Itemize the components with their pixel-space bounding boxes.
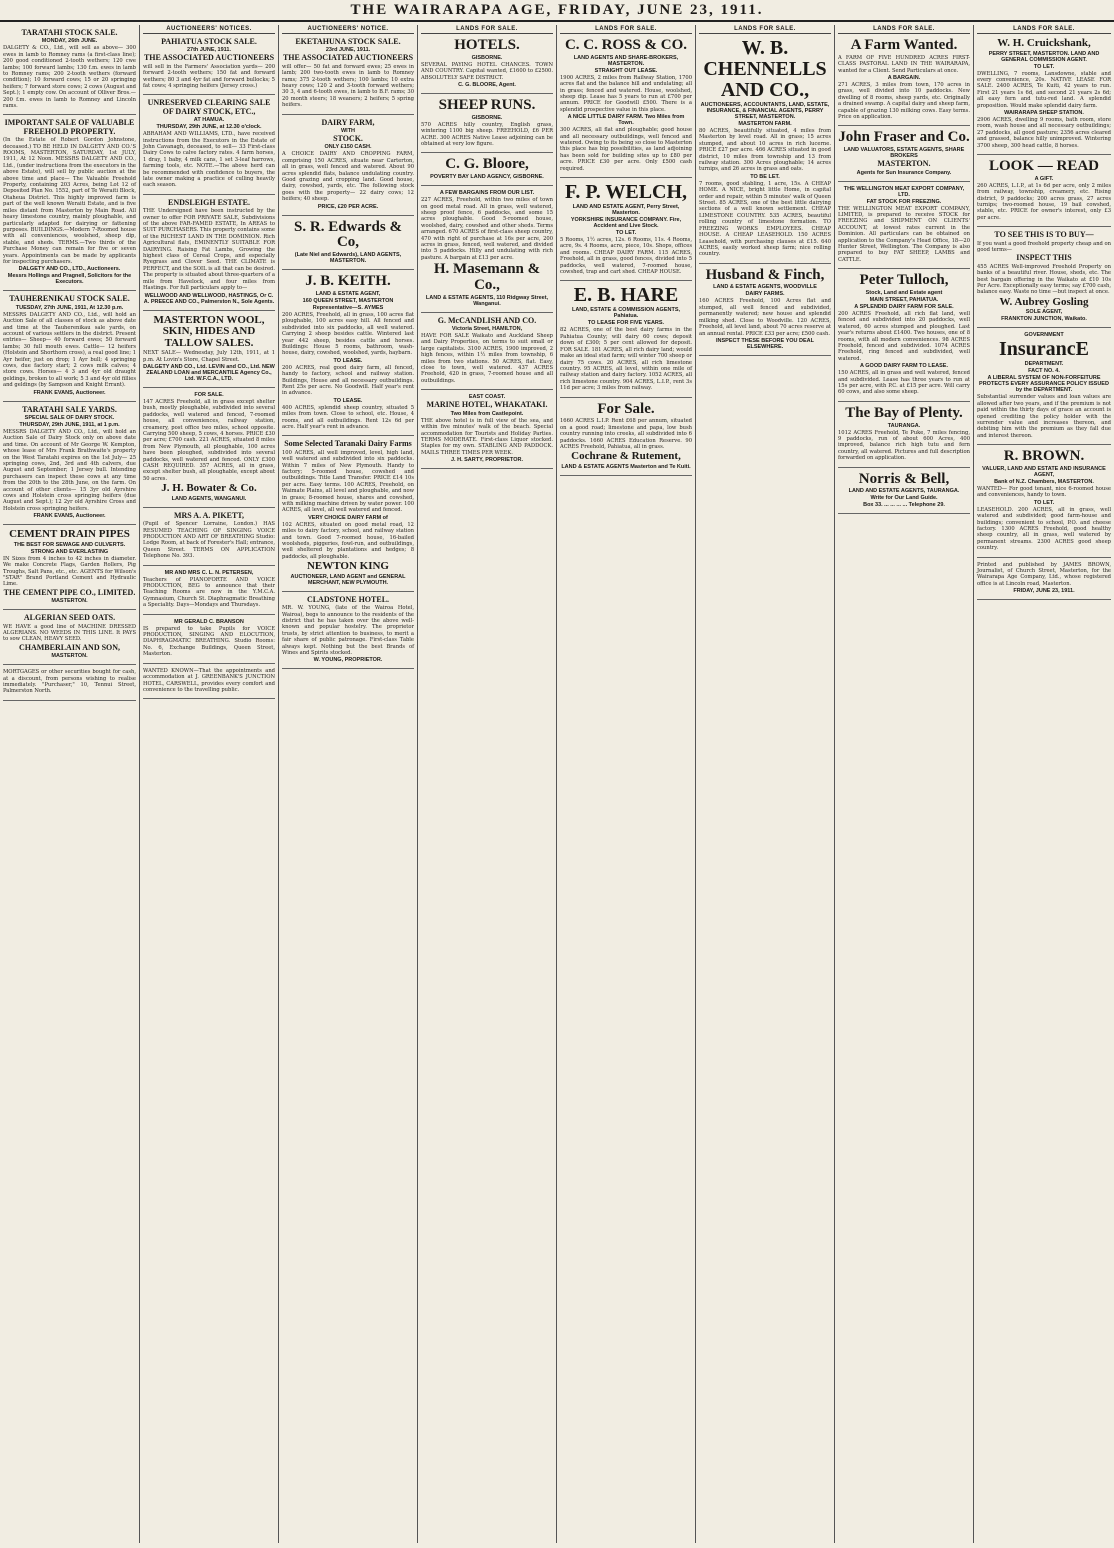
ad-body: 147 ACRES Freehold, all in grass except shelter bush, mostly ploughable, subdivided into several paddocks, well watered and fenced, 7-roomed house, all conveniences, railway station, creamery, post office two miles, school opposite. Carrying 500 sheep, 5 cows, 4 horses. PRICE £30 per acre; £700 cash. 221 ACRES, situated 8 miles from New Plymouth, all ploughable, 100 acres have been ploughed, subdivided into several paddocks, well watered and fenced. ONLY £300 CASH REQUIRED. 357 ACRES, all in grass, except shelter bush, all ploughable, except about 50 acres. [143,398,275,482]
ad-bay-of-plenty [838,402,970,468]
ad-subtitle: PERRY STREET, MASTERTON. LAND AND GENERAL COMMISSION AGENT. [988,50,1100,63]
ad-body: 1012 ACRES Freehold, Te Puke, 7 miles fencing, 9 paddocks, run of about 600 Acres, 400 improved, balance rich high tutu and fern country, all watered. Pictures and full description forwarded on application. [838,429,970,462]
column-3 [278,25,417,1543]
ad-body: 150 ACRES, all in grass and well watered, fenced and subdivided. Lease has three years to run at 15s per acre, with P.C. at £15 per acre. Will carry 60 cows, and also some sheep. [838,370,970,396]
ad-title: InsurancE [998,338,1090,361]
ad-body: NEXT SALE— Wednesday, July 12th, 1911, at 1 p.m. At Lovin's Store, Chapel Street. [143,350,275,363]
ad-insurance: Agents for Sun Insurance Company. [856,169,952,176]
ad-date: TUESDAY, 27th JUNE, 1911, At 12.30 p.m. [15,304,124,311]
ad-subtitle: LAND & ESTATE AGENTS Masterton and Te Kuiti. [561,463,691,470]
ad-firm: S. R. Edwards & Co, [294,218,402,251]
ad-heading: TO LEASE. [333,357,363,364]
ad-body: LEASEHOLD. 200 ACRES, all in grass, well watered and subdivided; good farm-house and buildings; convenient to school, P.O. and cheese factory. 1300 ACRES Freehold, good healthy sheep country, all in grass, well watered by permanent streams. 2300 ACRES good sheep country. [977,506,1111,552]
ad-cg-bloore [421,153,553,186]
ad-subtitle: YORKSHIRE INSURANCE COMPANY. Fire, Accident and Live Stock. [570,217,682,230]
ad-heading: TO LET. [615,230,637,237]
ad-eketahuna-stock-sale [282,34,414,115]
ad-heading: A GOOD DAIRY FARM TO LEASE. [859,363,948,370]
ad-subtitle: LAND & ESTATE AGENTS, WOODVILLE [713,284,817,291]
column-heading: LANDS FOR SALE. [838,25,970,34]
ad-town: MASTERTON. [877,159,931,169]
ad-date: THURSDAY, 29th JUNE, 1911, at 1 p.m. [19,422,120,429]
column-2 [139,25,278,1543]
ad-cruickshank [977,34,1111,155]
ad-clearing-sale [143,95,275,194]
ad-pretitle: GOVERNMENT [1024,332,1064,339]
ad-heading: A SPLENDID DAIRY FARM FOR SALE. [854,303,954,310]
ad-heading: A NICE LITTLE DAIRY FARM. Two Miles from Town. [567,114,685,127]
ad-body: 82 ACRES, one of the best dairy farms in the Pahiatua County; will dairy 60 cows; deposit down of £300; 5 per cent allowed for deposit. FOR SALE. 181 ACRES, all rich dairy land; would make an ideal stud farm; will winter 700 sheep or dairy 75 cows. 20 ACRES, all rich limestone country. 95 ACRES, all level, within one mile of railway station and dairy factory. 1052 ACRES, all rich limestone country. 904 ACRES, L.I.P., rent 3s 11d per acre; 3 miles from railway. [560,327,692,392]
ad-junction-hotel [143,664,275,700]
ad-town: MASTERTON. [51,598,88,605]
ad-firm: W. B. CHENNELLS AND CO., [703,37,827,101]
ad-firm: C. G. BLOORE, Agent. [458,81,516,88]
ad-subtitle: LAND & ESTATE AGENTS, 110 Ridgway Street, Wanganui. [425,294,549,307]
ad-body: WE HAVE a good line of MACHINE DRESSED ALGERIANS. NO WEEDS IN THIS LINE. It PAYS to sow CLEAN, HEAVY SEED. [3,623,136,643]
ad-body: 300 ACRES, all flat and ploughable; good house and all necessary outbuildings, well fenced and watered. Owing to its being so close to Masterton this place has big possibilities, as land adjoining has been sold for building sites up to £80 per acre. PRICE £30 per acre. Only £500 cash required. [560,127,692,172]
ad-sheep-runs [421,94,553,153]
ad-norris-bell [838,468,970,515]
ad-town: MASTERTON. [51,653,88,660]
ad-john-fraser [838,126,970,181]
ad-title: UNRESERVED CLEARING SALE OF DAIRY STOCK, ETC., [147,98,271,116]
ad-marine-hotel [421,390,553,469]
ad-subtitle: DAIRY FARMS. [745,291,785,298]
column-heading: LANDS FOR SALE. [421,25,553,34]
ad-petersen [143,566,275,615]
ad-heading: TO LEASE FOR FIVE YEARS. [587,320,665,327]
ad-body: 200 ACRES, Freehold, all in grass, 100 acres flat ploughable, 100 acres easy hill. All fenced and subdivided into six paddocks, all well watered. Carrying 2 sheep besides cattle. Wintered last year 442 sheep, besides cattle and horses. Buildings: House 5 rooms, bathroom, wash-house, dairy, cowshed, woolshed, yards, haybarn. [282,311,414,357]
ad-valuable-freehold [3,115,136,291]
ad-wool-skin-sales [143,311,275,388]
ad-firm: NEWTON KING [306,560,389,573]
ad-title: ALGERIAN SEED OATS. [23,613,116,623]
column-1 [0,25,139,1543]
ad-signature: DALGETY AND CO., LTD., Auctioneers. [18,266,121,273]
ad-body: (Pupil of Spencer Lorraine, London.) HAS RESUMED TEACHING OF SINGING VOICE PRODUCTION AND ART OF BREATHING Studio: Lodge Room, at back of Forester's Hall; entrance, Queen Street. TERMS ON APPLICATION Telephone No. 393. [143,521,275,560]
ad-firm: Cochrane & Rutement, [571,450,681,463]
ad-subtitle: A LIBERAL SYSTEM OF NON-FORFEITURE PROTECTS EVERY ASSURANCE POLICY ISSUED by the DEPARTMENT. [979,375,1109,394]
imprint-date: FRIDAY, JUNE 23, 1911. [1013,588,1075,595]
ad-cement-drain-pipes [3,525,136,610]
ad-firm: C. C. ROSS & CO. [564,37,688,53]
ad-title: MR GERALD C. BRANSON [174,618,244,625]
ad-firm: F. P. WELCH, [564,181,688,204]
ad-title: For Sale. [597,400,655,417]
ad-place: GISBORNE. [471,114,503,121]
ad-title: SHEEP RUNS. [438,96,536,113]
ad-look-read [977,155,1111,227]
ad-body: DWELLING, 7 rooms, Lansdowne, stable and every convenience, 20s. NATIVE LEASE FOR SALE. 2400 ACRES, Te Kuiti, 42 years to run. First 21 years 1s 6d, and second 21 years 2s 6d; all easy fern and tutu-red land. A splendid proposition. Would make splendid dairy farm. [977,70,1111,109]
ad-price: PRICE, £20 PER ACRE. [317,203,379,210]
ad-heading: FACT NO. 4. [1028,368,1060,375]
ad-subtitle: THE BEST FOR SEWAGE AND CULVERTS. [13,541,126,548]
ad-peter-tulloch [838,269,970,402]
ad-address: 160 QUEEN STREET, MASTERTON [302,297,394,304]
ad-subtitle: Two Miles from Castlepoint. [450,410,524,417]
ad-title: MR AND MRS C. L. N. PETERSEN, [164,569,254,576]
ad-body: will offer— 50 fat and forward ewes; 25 ewes in lamb; 200 two-tooth ewes in lamb to Romney rams; 375 2-tooth wethers; 100 lambs; 10 extra heavy cows; 120 2 and 3-tooth forward wethers; 30 3, 4 and 6-tooth ewes, in lamb to B.F. rams; 30 20 month steers; 18 weaners; 2 heifers; 5 spring heifers. [282,63,414,109]
ad-place: TAURANGA. [887,422,921,429]
ad-representative: Representative—S. AYMES [312,304,384,311]
ad-body: 200 ACRES, real good dairy farm, all fenced, handy to factory, school and railway station. Buildings, House and all necessary outbuildings. Rent 25s per acre. No Goodwill. Half year's rent in advance. [282,364,414,397]
ad-firm: W. H. Cruickshank, [997,37,1091,49]
ad-body: Teachers of PIANOFORTE AND VOICE PRODUCTION, BEG to announce that their Teaching Rooms are now in the Y.M.C.A. Gymnasium, Church St. Diaphragmatic Breathing a Speciality. Days—Mondays and Thursdays. [143,576,275,609]
ad-firm: W. Aubrey Gosling [999,295,1089,308]
column-8 [973,25,1114,1543]
ad-firm: Peter Tulloch, [859,272,949,289]
ad-title: CLADSTONE HOTEL. [306,594,390,604]
ad-firm: C. G. Bloore, [445,156,529,173]
ad-eb-hare [560,281,692,397]
ad-footer: INSPECT THESE BEFORE YOU DEAL ELSEWHERE. [716,337,814,350]
ad-chennells [699,34,831,264]
ad-body: Substantial surrender values and loan values are allowed after two years, and if the premium is not paid within the thirty days of grace an account is opened crediting the policy holder with the surrender value and increases thereon, and debiting him with the premium as they fall due and interest thereon. [977,394,1111,439]
ad-title: TO SEE THIS IS TO BUY— [994,230,1094,240]
ad-body: 400 ACRES, splendid sheep country, situated 5 miles from town. Close to school, etc. House, 4 rooms, and all outbuildings. Rent 12s 6d per acre. Half year's rent in advance. [282,404,414,430]
ad-for-sale-farms [143,388,275,508]
ad-body: A CHOICE DAIRY AND CROPPING FARM, comprising 150 ACRES, situate near Carterton, all in grass, well fenced and watered. About 90 acres splendid flats, balance undulating country. Good grazing and cropping land. Good house, dairy, cowshed, yards, etc. The following stock goes with the property— 22 dairy cows; 12 heifers; 40 sheep. [282,151,414,203]
masthead: THE WAIRARAPA AGE, FRIDAY, JUNE 23, 1911. [0,0,1114,22]
ad-r-brown [977,445,1111,557]
ad-address: Bank of N.Z. Chambers, MASTERTON. [994,478,1094,485]
ad-title: MASTERTON WOOL, SKIN, HIDES AND TALLOW SALES. [153,313,265,349]
ad-heading: TO LET. [1033,499,1055,506]
ad-heading: A BARGAIN. [887,74,921,81]
ad-body: 227 ACRES, Freehold, within two miles of town on good metal road. All in grass, well watered, sheep proof fence, 6 paddocks, and some 15 acres ploughable. Good 5-roomed house, woolshed, dairy, cowshed and other sheds. Terms arranged. 670 ACRES of first-class sheep country, 470 with right of purchase at 16s per acre, 200 acres in grass, fenced, well watered, and divided into 5 paddocks. Hilly and undulating with rich pasture. A bargain at £13 per acre. [421,197,553,261]
ad-branson [143,615,275,664]
ad-cc-ross [560,34,692,178]
ad-mortgages [3,665,136,701]
ad-heading: TO LET. [1033,63,1055,70]
ad-body: MESSRS DALGETY AND CO., Ltd., will hold an Auction Sale of Dairy Stock only on above date and time. On account of Mr George W. Kempton, whose lease of Mrs Frank Brathwaite's property on the West Taratahi expires on the 1st July— 25 springing cows, 2nd, 3rd and 4th calvers, due August and September; 1 Jersey bull. Intending purchasers can inspect these cows at any time from the 20th to the 28th June, on the farm. On account of other clients— 15 3yr old Ayrshire cows and Holstein cross springing heifers (due August and Sept.); 12 2yr old Ayrshire Cross and Holstein cross springing heifers. [3,429,136,512]
ad-title: HOTELS. [454,37,520,53]
ad-firm: THE ASSOCIATED AUCTIONEERS [143,53,275,63]
ad-hotels-gisborne [421,34,553,94]
column-7 [834,25,973,1543]
ad-title: TAUHERENIKAU STOCK SALE. [9,294,130,304]
ad-husband-finch [699,264,831,356]
ad-subtitle: WITH [340,128,356,135]
ad-signature: FRANK EVANS, Auctioneer. [33,389,106,396]
ad-body: 1900 ACRES, 2 miles from Railway Station, 1700 acres flat and the balance hill and undulating; all in grass; fenced and watered. House, woolshed, sheep dip. Lease has 5 years to run at £700 per annum. PRICE for Goodwill £500. There is a splendid prospective value in this place. [560,74,692,113]
ad-body: 200 ACRES Freehold, all rich flat land, well fenced and subdivided into 20 paddocks, well watered, 60 acres stumped and ploughed. Last year's returns about £1400. Two houses, one of 8 rooms, with all modern conveniences. 98 ACRES Freehold, fenced and subdivided. 1074 ACRES Freehold, ring fenced and subdivided, well watered. [838,310,970,362]
ad-title: DAIRY FARM, [321,117,375,127]
ad-body: 100 ACRES, all well improved, level, high land, well watered and subdivided into six paddocks. Within 7 miles of New Plymouth. Handy to factory; 5-roomed house, cowshed and outbuildings. Title Land Transfer. PRICE £14 10s per acre. Easy terms. 100 ACRES, Freehold, on Waimate Plains, all level and ploughable, and now in grass; 8-roomed house, shares and cowshed, with milking machine driven by water power. 100 ACRES, all level, all well watered and fenced. [282,449,415,514]
ad-taranaki-dairy-farms [282,436,414,591]
ad-address: FRANKTON JUNCTION, Waikato. [1001,316,1087,323]
column-heading: AUCTIONEERS' NOTICES. [143,25,275,34]
column-heading: LANDS FOR SALE. [560,25,692,34]
ad-heading: FAT STOCK FOR FREEZING. [866,198,942,205]
ad-subtitle: STRONG AND EVERLASTING [30,548,109,555]
ad-firm: THE ASSOCIATED AUCTIONEERS [282,53,414,63]
column-6 [695,25,834,1543]
ad-address: MAIN STREET, PAHIATUA. [869,296,939,303]
ad-title: CEMENT DRAIN PIPES [9,528,130,541]
ad-subtitle: AUCTIONEERS, ACCOUNTANTS, LAND, ESTATE, INSURANCE, & FINANCIAL AGENTS, PERRY STREET, MASTERTON. [700,102,830,120]
ad-firm: E. B. HARE [573,284,679,307]
ad-body: IN Sizes from 4 inches to 42 inches in diameter. We make Concrete Flags, Garden Rollers, Pig Troughs, Salt Pans, etc., etc. AGENTS for Wilson's "STAR" Brand Portland Cement and Hydraulic Lime. [3,555,136,588]
ad-firm: Husband & Finch, [705,266,825,283]
ad-body: THE WELLINGTON MEAT EXPORT COMPANY, LIMITED, is prepared to receive STOCK for FREEZING and SHIPMENT ON CLIENTS' ACCOUNT, at lowest rates current in the Dominion. All particulars can be obtained on application to the Company's Head Office, 18—20 Hunter Street, Wellington. The Company is also prepared to buy FAT SHEEP, LAMBS and CATTLE. [838,205,970,263]
ad-body: 570 ACRES hilly country, English grass, wintering 1100 big sheep. FREEHOLD, £6 PER ACRE. 300 ACRES Native Lease adjoining can be obtained at very low figure. [421,121,553,147]
ad-title: VERY CHOICE DAIRY FARM of [308,514,388,521]
ad-mrs-pikett [143,508,275,566]
ad-subtitle: DEPARTMENT. [1024,361,1064,368]
ad-body: A FARM OF FIVE HUNDRED ACRES FIRST-CLASS PASTORAL LAND IN THE WAIRARAPA, wanted for a Client. Send Particulars at once. [838,54,970,74]
ad-body: 160 ACRES Freehold, 100 Acres flat and stumped, all well fenced and subdivided, permanently watered; new house and splendid milking shed. Close to Woodville. 120 ACRES, Freehold, all level land, about 70 acres reserve at an annual rental. PRICE £33 per acre; £500 cash. [699,298,831,337]
ad-body: 260 ACRES, L.I.P., at 1s 6d per acre, only 2 miles from railway, township, creamery, etc. Rising district, 9 paddocks; 200 acres grass, 27 acres turnips; two-roomed house, 19 bail cowshed, stable, etc. PRICE for owner's interest, only £3 per acre. [977,182,1111,221]
ad-title: THE WELLINGTON MEAT EXPORT COMPANY, LTD. [843,185,965,198]
ad-body: WANTED KNOWN—That the appointments and accommodation at J. GREENBANK'S JUNCTION HOTEL, CARSWELL, provides every comfort and convenience to the travelling public. [143,667,275,693]
ad-subtitle: LAND AND ESTATE AGENTS, TAURANGA. [848,488,960,495]
ad-body: will sell in the Farmers' Association yards— 200 forward 2-tooth wethers; 150 fat and forward wethers; 80 3 and 4yr fat and forward bullocks; 5 fat cows; 4 springing heifers (Jersey cross.) [143,63,275,89]
ad-title: TARATAHI STOCK SALE. [21,28,118,37]
ad-signature: J. H. SARTY, PROPRIETOR. [450,457,524,464]
ad-subtitle: STOCK. [333,134,363,144]
ad-government-insurance [977,328,1111,445]
ad-date: 27th JUNE, 1911. [186,47,232,54]
ad-firm: WELLWOOD AND WELLWOOD, HASTINGS, Or C. A. PREECE AND CO., Palmerston N., Sole Agents. [143,292,275,305]
ad-place: AT HAMUA. [193,117,225,124]
ad-taratahi-stock-sale [3,25,136,115]
ad-body: THE Undersigned have been instructed by the owner to offer FOR PRIVATE SALE, Subdivisions of the above FAR-FAMED ESTATE, In AREAS to SUIT PURCHASERS. This property contains some of the RICHEST LAND IN THE DOMINION. Rich Agricultural flats, EMINENTLY SUITABLE FOR DAIRYING. Raising Fat Lambs, Growing the highest class of Cereal Crops, and especially Ryegrass and Clover Seed. THE CLIMATE is PERFECT, and the SOIL is all that can be desired. The property is situated about three-quarters of a mile from Havelock, and four miles from Hastings. For full particulars apply to— [143,208,275,292]
ad-title: ENDSLEIGH ESTATE. [168,197,250,207]
newspaper-page [0,22,1114,1546]
ad-subtitle: SOLE AGENT, [1025,309,1063,316]
ad-title: EAST COAST. [468,394,506,401]
column-heading: LANDS FOR SALE. [699,25,831,34]
ad-body: 80 ACRES, beautifully situated, 4 miles from Masterton by level road. All in grass; 15 acres stumped, and about 10 acres in rich lucerne. PRICE £27 per acre. 466 ACRES situated in good district, 10 miles from township and 13 from railway station. 300 Acres ploughable; 14 acres turnips, and 26 acres in grass and oats. [699,128,831,173]
ad-body: (In the Estate of Robert Gordon Johnstone, deceased.) TO BE HELD IN DALGETY AND CO.'S ROOMS, MASTERTON, SATURDAY, 1st JULY, 1911, At 12 Noon. MESSRS DALGETY AND CO., Ltd., (under instructions from the executors in the above Estate), will sell by public auction at the above time and place— The Valuable Freehold Property, containing 203 Acres, being Lot 12 of Deposited Plan No. 1552, part of Te Weraiti Block, Otaheua District. This highly improved farm is part of the well known Weraiti Estate, and is five miles distant from Masterton by Main Road. All heavy limestone country, mainly ploughable, and particularly adapted for dairying or fattening purposes. BUILDINGS.—Modern 7-Roomed house with all conveniences, woolshed, sheep dip, stable, and sheds. TERMS.—Two thirds of the Purchase Money can remain for five or seven years. Appointments can be made by applicants for inspecting purchasers. [3,137,136,265]
ad-algerian-seed-oats [3,610,136,665]
column-5 [556,25,695,1543]
ad-heading: WAIRARAPA SHEEP STATION. [1004,109,1084,116]
ad-pahiatua-stock-sale [143,34,275,95]
ad-body: WANTED— For good tenant, nice 6-roomed house and conveniences, handy to town. [977,485,1111,499]
ad-subtitle: VALUER, LAND AND ESTATE AND INSURANCE AGENT, [982,465,1106,478]
ad-body: MR. W. YOUNG, (late of the Wairoa Hotel, Wairoa), begs to announce to the residents of the district that he has taken over the above well-known and popular hostelry. The proprietor trusts, by strict attention to business, to merit a fair share of public patronage. First-class Table always kept. Nothing but the best Brands of Wines and Spirits stocked. [282,605,414,657]
ad-firm: J. B. KEITH. [305,273,391,290]
ad-body: MESSRS DALGETY AND CO., Ltd., will hold an Auction Sale of all classes of stock as above date and time at the Tauherenikau sale yards, on account of various settlers in the district. Present entries— Sheep— 40 forward ewes; 50 forward lambs; 30 full mouth ewes. Cattle— 12 heifers (Holstein and Shorthorn cross), a real good line; 1 Ayr heifer, just on drop; 1 Ayr bull; 4 springing cows, due factory start; 2 cows milk calves; 4 store cows. Horses— 4 3 and 4yr old draught geldings, broken to all work; 5 3 and 4yr old fillies and geldings (by Sampson and Knight Errant). [3,311,136,389]
ad-heading: STRAIGHT OUT LEASE. [594,67,658,74]
ad-address: Victoria Street, HAMILTON, [451,326,523,333]
ad-subtitle: LAND AGENTS, WANGANUI. [171,495,247,502]
ad-body: MORTGAGES or other securities bought for cash, at a discount, from persons wishing to realise immediately. "Purchaser," 10, Tennui Street, Palmerston North. [3,669,136,695]
ad-subtitle: LAND, ESTATE & COMMISSION AGENTS, Pahiatua. [571,307,681,320]
column-heading: AUCTIONEERS' NOTICE. [282,25,414,34]
column-4 [417,25,556,1543]
ad-title: The Bay of Plenty. [845,404,963,421]
ad-firm: John Fraser and Co. [838,129,970,146]
ad-subtitle: SPECIAL SALE OF DAIRY STOCK. [24,415,115,422]
ad-firm: DALGETY AND CO., Ltd. LEVIN and CO., Ltd. NEW ZEALAND LOAN and MERCANTILE Agency Co., Ltd. W.F.C.A., LTD. [143,363,275,382]
ad-body: ABRAHAM AND WILLIAMS, LTD., have received instructions from the Executors in the Estate of John Cavanagh, deceased, to sell— 33 First-class Dairy Cows to calve factory rates. 4 farm horses, 1 dray, 1 baby, 4 milk cans, 1 set 3-leaf harrows, farming tools, etc. NOTE.—The above herd can be recommended with confidence to buyers, the late owner making a practice of culling heavily each season. [143,131,275,189]
ad-subtitle: LAND & ESTATE AGENT, [315,290,381,297]
ad-title: MRS A. A. PIKETT, [173,510,245,520]
ad-solicitors: Messrs Hollings and Pragnell, Solicitors for the Executors. [7,273,132,286]
ad-tauherenikau-sale [3,291,136,401]
imprint-text: Printed and published by JAMES BROWN, Journalist, of Church Street, Masterton, for the Wairarapa Age Company, Ltd., whose registered office is at Lincoln road, Masterton. [977,561,1111,587]
ad-heading: FOR SALE. [194,391,224,398]
ad-firm: H. Masemann & Co., [433,261,541,293]
ad-heading: MASTERTON FARM. [738,121,792,127]
ad-mccandlish [421,313,553,391]
ad-title: LOOK — READ [988,158,1099,175]
ad-subtitle: LAND VALUATORS, ESTATE AGENTS, SHARE BROKERS [843,147,965,160]
ad-place: GISBORNE. [471,54,503,61]
ad-heading: INSPECT THIS [1016,253,1072,263]
ad-firm: Norris & Bell, [858,470,950,487]
ad-body: 1660 ACRES L.I.P. Rent £68 per annum, situated on a good road; limestone and papa, low bush country running into creeks, all subdivided into 6 paddocks. 1660 ACRES Education Reserve. 90 ACRES Freehold, Pahiatua, all in grass. [560,418,692,450]
ad-cladstone-hotel [282,592,414,670]
ad-title: PAHIATUA STOCK SALE. [161,37,257,46]
ad-firm: CHAMBERLAIN AND SON, [18,642,121,652]
ad-heading: A FEW BARGAINS FROM OUR LIST. [439,190,535,197]
ad-fp-welch [560,178,692,281]
ad-taratahi-sale-yards [3,402,136,526]
ad-firm: THE CEMENT PIPE CO., LIMITED. [3,587,136,597]
ad-title: Some Selected Taranaki Dairy Farms [284,439,412,449]
ad-firm: J. H. Bowater & Co. [161,482,257,495]
ad-body: 5 Rooms, 1½ acres, 12s. 6 Rooms, 11s. 4 Rooms, acre, 9s. 4 Rooms, acre, piece, 10s. Shops, offices and rooms. CHEAP DAIRY FARM. 115 ACRES, Freehold, all in grass, good fences, divided into 5 paddocks, well watered, 7-roomed house, cowshed, trap and cart shed. CHEAP HOUSE. [560,237,692,276]
ad-body: DALGETY & CO., Ltd., will sell as above— 300 ewes in lamb to Romney rams (a first-class line); 200 good conditioned 2-tooth wethers; 120 cwe lambs; 100 forward lambs; 130 f.m. ewes in lamb to Romney rams; 200 2-tooth wethers (forward condition); 10 forward cows; 15 or 20 springing heifers; 7 forward store cows; 2 cows (August and Sept.); 1 empty cow. On account of Olliver Bros.— 200 f.m. ewes in lamb to Romney and Lincoln rams. [3,45,136,110]
ad-firm: R. BROWN. [1003,448,1085,465]
ad-body: 271 ACRES, 3 miles from town, 170 acres in grass, well divided into 10 paddocks. New dwelling of 8 rooms, sheep yards, etc. Originally a drained swamp. A capital dairy and sheep farm, capable of grazing 130 milking cows. Easy terms. Price on application. [838,81,970,120]
ad-jb-keith [282,270,414,436]
ad-subtitle: AUCTIONEER, LAND AGENT and GENERAL MERCHANT, NEW PLYMOUTH. [290,573,406,586]
ad-for-sale [560,398,692,476]
ad-body: 102 ACRES, situated on good metal road, 12 miles to dairy factory, school, and railway station and town. Good 7-roomed house, 16-bailed woolsheds, piggeries, fowl-run, and outbuildings, well sheltered by plantations and hedges; 8 paddocks, all ploughable. [282,521,414,560]
ad-to-see-is-to-buy [977,227,1111,328]
ad-body: 7 rooms, good stabling, 1 acre, 15s. A CHEAP HOME. A NICE, bright little Home, in capital order and repair, within 5 minutes' walk of Queen Street. 85 ACRES, one of the best little dairying sections of a well known settlement. CHEAP LIMESTONE COUNTRY. 535 ACRES, beautiful rolling country of limestone formation. TO FREEZING WORKS EMPLOYEES. CHEAP HOUSE. A CHEAP LEASEHOLD. 150 ACRES Leasehold, with purchasing clauses at £15. 640 ACRES, easily worked sheep farm; nice rolling country. [699,180,831,258]
ad-subtitle: LAND AND ESTATE AGENT, Perry Street, Masterton. [572,204,680,217]
ad-subtitle: (Late Niel and Edwards), LAND AGENTS, MASTERTON. [294,252,402,265]
ad-heading: A GIFT. [1034,175,1054,182]
ad-subtitle: MARINE HOTEL, WHAKATAKI. [426,400,548,410]
ad-subtitle: Write for Our Land Guide. [870,495,938,502]
ad-firm: G. McCANDLISH AND CO. [437,315,537,325]
ad-subtitle: LAND AGENTS AND SHARE-BROKERS, MASTERTON. [573,54,679,67]
ad-date: 23rd JUNE, 1911. [325,47,371,54]
ad-signature: FRANK EVANS, Auctioneer. [33,513,106,520]
ad-body: HAVE FOR SALE Waikato and Auckland Sheep and Dairy Properties, on terms to suit small or large capitalists. 3100 ACRES, 1900 improved, 2 high fences, within 1½ miles from township, 6 miles from two stations. 50 ACRES, flat. Easy, close to town, well watered. 437 ACRES Freehold, 420 in grass, 7-roomed house and all outbuildings. [421,333,553,384]
ad-body: SEVERAL PAYING HOTEL CHANCES. TOWN AND COUNTRY. Capital wanted, £1600 to £2500. ABSOLUTELY SAFE DISTRICT. [421,61,553,81]
ad-body: IS prepared to take Pupils for VOICE PRODUCTION, SINGING AND ELOCUTION, DIAPHRAGMATIC BREATHING. Studio Rooms: No. 6, Exchange Buildings, Queen Street, Masterton. [143,625,275,658]
ad-date: MONDAY, 26th JUNE. [41,38,98,45]
ad-body: 455 ACRES Well-improved Freehold Property on banks of a beautiful river. House, sheds, etc. The best bargain offering in the Waikato at £10 10s Per Acre. Exceptionally easy terms; say £700 cash, balance easy. Waste no time —but inspect at once. [977,263,1112,296]
ad-subtitle: Stock, Land and Estate agent [865,289,943,296]
ad-endsleigh-estate [143,195,275,311]
ad-dairy-farm-with-stock [282,115,414,216]
imprint [977,558,1111,601]
ad-bargains-list [421,186,553,313]
ad-title: IMPORTANT SALE OF VALUABLE FREEHOLD PROPERTY. [4,118,135,136]
ad-date: THURSDAY, 29th JUNE, at 12.30 o'clock. [156,124,262,131]
ad-wellington-meat-export [838,182,970,270]
ad-farm-wanted [838,34,970,126]
ad-title: TARATAHI SALE YARDS. [22,404,117,414]
ad-body: 2906 ACRES, dwelling 9 rooms, bath room, store room, wash house and all necessary outbuildings; 27 paddocks, all good pasture; 2356 acres cleared and grassed, balance hilly unimproved. Wintering 3700 sheep, 300 head cattle, 8 horses. [977,116,1111,149]
ad-body: If you want a good freehold property cheap and on good terms— [977,240,1111,253]
ad-sr-edwards [282,216,414,271]
ad-contact: Box 33. ... ... ... ... Telephone 29. [863,502,945,509]
ad-subtitle: POVERTY BAY LAND AGENCY, GISBORNE. [430,174,544,181]
ad-title: A Farm Wanted. [850,37,958,53]
ad-heading: TO LEASE. [333,397,363,404]
column-heading: LANDS FOR SALE. [977,25,1111,34]
ad-body: THE above hotel is in full view of the sea, and within five minutes' walk of the beach. Special accommodation for Tourists and Holiday Parties. TERMS MODERATE. First-class Liquor stocked. Staples for my own. STABLING AND PADDOCK. MAILS THREE TIMES PER WEEK. [421,417,553,456]
ad-title: EKETAHUNA STOCK SALE. [295,37,401,46]
ad-subtitle: ONLY £150 CASH. [324,144,372,151]
ad-signature: W. YOUNG, PROPRIETOR. [313,657,383,664]
ad-heading: TO BE LET. [750,173,780,180]
